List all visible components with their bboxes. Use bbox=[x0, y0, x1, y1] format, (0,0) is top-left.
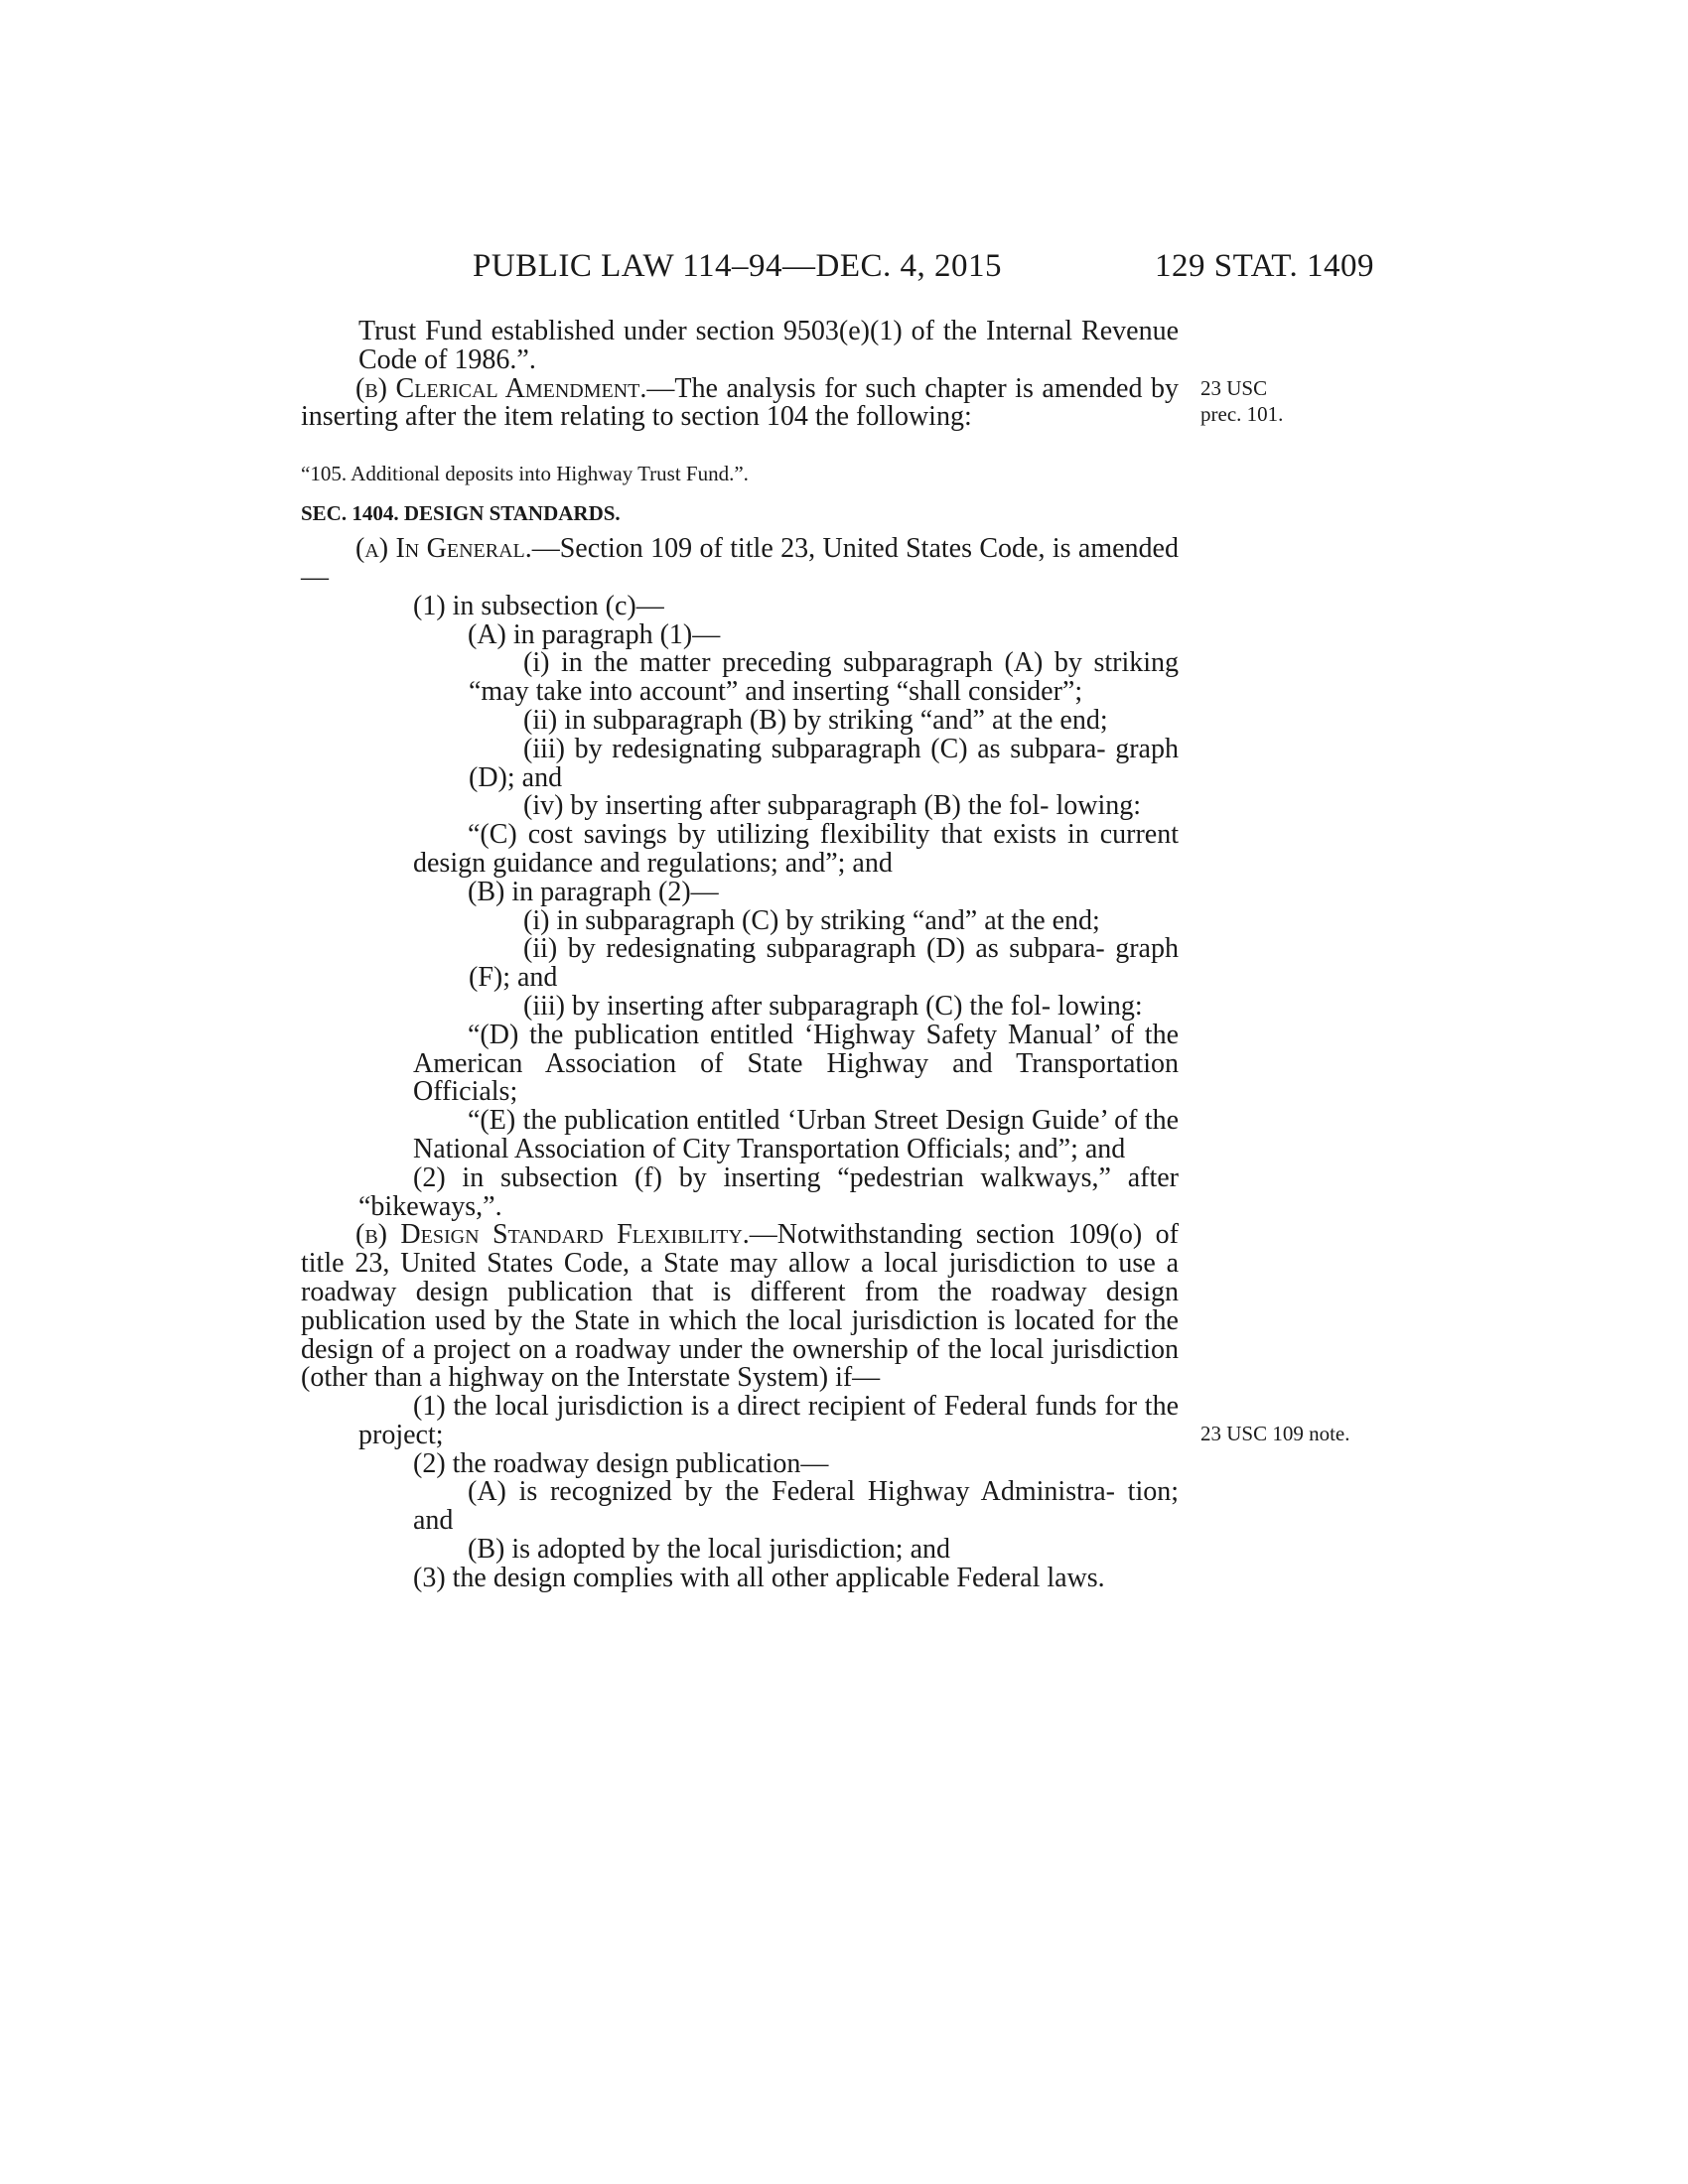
clause-1-B-i: (i) in subparagraph (C) by striking “and” at the end; bbox=[523, 904, 1100, 936]
paragraph-clerical-amendment bbox=[301, 372, 1179, 433]
flex-paragraph-1: (1) the local jurisdiction is a direct recipient of Federal funds for the project; bbox=[358, 1391, 1179, 1450]
quoted-subparagraph-D: “(D) the publication entitled ‘Highway Safety Manual’ of the American Association of State Highway and Transportation Officials; bbox=[413, 1019, 1179, 1108]
flex-paragraph-2: (2) the roadway design publication— bbox=[413, 1447, 829, 1479]
section-heading: SEC. 1404. DESIGN STANDARDS. bbox=[301, 501, 621, 526]
table-of-contents-entry: “105. Additional deposits into Highway Trust Fund.”. bbox=[301, 462, 749, 486]
subsection-text: —Section 109 of title 23, United States Code, is amended— bbox=[301, 533, 1179, 593]
quoted-subparagraph-E: “(E) the publication entitled ‘Urban Street Design Guide’ of the National Association of City Transportation Officials; and”; and bbox=[413, 1105, 1179, 1164]
paragraph-1: (1) in subsection (c)— bbox=[413, 590, 664, 621]
margin-note-line: prec. 101. bbox=[1200, 402, 1284, 426]
flex-subparagraph-2-A: (A) is recognized by the Federal Highway Administra- tion; and bbox=[413, 1476, 1179, 1537]
clause-1-B-iii: (iii) by inserting after subparagraph (C) the fol- lowing: bbox=[523, 990, 1143, 1022]
subsection-heading: (b) Design Standard Flexibility. bbox=[355, 1219, 750, 1251]
quoted-subparagraph-C: “(C) cost savings by utilizing flexibility that exists in current design guidance and regulations; and”; and bbox=[413, 819, 1179, 879]
margin-note-23-usc-109-note: 23 USC 109 note. bbox=[1200, 1422, 1350, 1445]
clause-1-B-ii: (ii) by redesignating subparagraph (D) as subpara- graph (F); and bbox=[469, 933, 1179, 994]
clause-1-A-i: (i) in the matter preceding subparagraph (A) by striking “may take into account” and inserting “shall consider”; bbox=[469, 647, 1179, 708]
paragraph-2: (2) in subsection (f) by inserting “pedestrian walkways,” after “bikeways,”. bbox=[358, 1161, 1179, 1222]
subsection-heading: (a) In General. bbox=[355, 533, 532, 565]
paragraph-in-general bbox=[301, 535, 1179, 593]
body-text bbox=[301, 318, 1179, 1593]
subparagraph-1-B: (B) in paragraph (2)— bbox=[468, 876, 719, 907]
clause-1-A-ii: (ii) in subparagraph (B) by striking “and” at the end; bbox=[523, 704, 1108, 736]
paragraph-design-standard-flexibility bbox=[301, 1221, 1179, 1393]
clause-1-A-iii: (iii) by redesignating subparagraph (C) as subpara- graph (D); and bbox=[469, 733, 1179, 793]
running-header-law: PUBLIC LAW 114–94—DEC. 4, 2015 bbox=[473, 248, 1003, 284]
subsection-heading: (b) Clerical Amendment. bbox=[355, 372, 647, 404]
flex-paragraph-3: (3) the design complies with all other applicable Federal laws. bbox=[413, 1562, 1105, 1593]
subsection-text: —Notwithstanding section 109(o) of title 23, United States Code, a State may allow a local jurisdiction to use a roadway design publication that is different from the roadway design publication used by the State in which the local jurisdiction is located for the design of a project on a roadway under the ownership of the local jurisdiction (other than a highway on the Interstate System) if— bbox=[301, 1219, 1179, 1394]
flex-subparagraph-2-B: (B) is adopted by the local jurisdiction; and bbox=[468, 1534, 951, 1566]
subparagraph-1-A: (A) in paragraph (1)— bbox=[468, 618, 721, 650]
margin-note-line: 23 USC bbox=[1200, 376, 1268, 400]
clause-1-A-iv: (iv) by inserting after subparagraph (B) the fol- lowing: bbox=[523, 790, 1142, 822]
running-header-stat-page: 129 STAT. 1409 bbox=[1154, 248, 1374, 284]
margin-note-23-usc-prec-101 bbox=[1200, 375, 1283, 427]
subsection-text: —The analysis for such chapter is amended by inserting after the item relating to section 104 the following: bbox=[301, 372, 1179, 433]
paragraph-continuation: Trust Fund established under section 9503(e)(1) of the Internal Revenue Code of 1986.”. bbox=[358, 316, 1179, 375]
